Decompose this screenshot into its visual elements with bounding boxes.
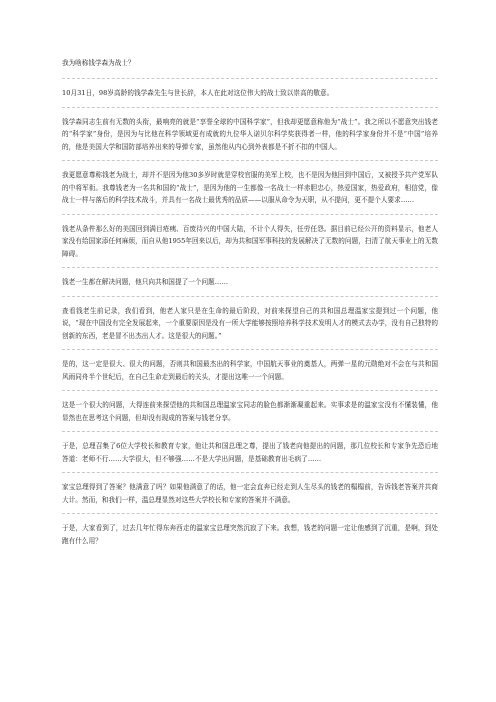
paragraph: 我更愿意尊称钱老为战士，却并不是因为他30多岁时就是穿校官服的美军上校，也不是因为他回到中国后，又被授予共产党军队的中将军衔。我尊钱老为一名共和国的“战士”，是因为他的一生都像一名战士一样赤胆忠心，热爱国家，热爱政府，相信党，像战士一样与落后的科学技术战斗，并具有一名战士最优秀的品质——以服从命令为天职，从不提问，更不提个人要求…… — [62, 171, 438, 204]
paragraph: 10月31日，98岁高龄的钱学森先生与世长辞，本人在此对这位伟大的战士致以崇高的敬意。 — [62, 89, 334, 97]
paragraph: 钱学森同志生前有无数的头衔，最响亮的就是“享誉全球的中国科学家”，但我却更愿意称他为“战士”。我之所以不愿意突出钱老的“科学家”身份，是因为与比他在科学领域更有成就的九位华人诺贝尔科学奖获得者一样，他的科学家身份并不是“中国”培养的，他是美国大学和国防部培养出来的导弹专家，虽然他从内心到外表都是不折不扣的中国人。 — [62, 117, 438, 151]
paragraph: 于是，总理召集了6位大学校长和教育专家，他让共和国总理之尊，提出了钱老向他提出的问题，那几位校长和专家争先恐后地答道：老师不行……大学很大，但不够强……不是大学出问题，是基础教育出毛病了…… — [62, 442, 438, 463]
document-title: 我为啥称钱学森为战士？ — [62, 59, 135, 67]
document-body — [62, 59, 438, 554]
paragraph: 钱老从条件那么好的美国回到满目疮痍、百废待兴的中国大陆，不计个人得失，任劳任怨。据目前已经公开的资料显示，他老人家没有给国家添任何麻烦，而自从他1955年回来以后，却为共和国军事科技的发展解决了无数的问题，扫清了航天事业上的无数障碍。 — [62, 224, 438, 258]
divider — [62, 267, 438, 268]
divider — [62, 349, 438, 350]
paragraph: 家宝总理得到了答案？他满意了吗？如果他满意了的话，他一定会直奔已经走到人生尽头的钱老的榻榻前，告诉钱老答案并共商大计。然而，和我们一样，温总理显然对这些大学校长和专家的答案并不满意。 — [62, 483, 438, 504]
divider — [62, 78, 438, 79]
divider — [62, 214, 438, 215]
paragraph: 是的，这一定是很大、很大的问题，否则共和国最杰出的科学家，中国航天事业的奠基人，两弹一星的元勋绝对不会在与共和国风雨同舟半个世纪后，在自己生命走到最后的关头，才提出这唯一一个问题。 — [62, 360, 438, 381]
paragraph: 于是，大家看到了，过去几年忙得东奔西走的温家宝总理突然沉寂了下来。我想，钱老的问题一定让他感到了沉重，是啊，到处跑有什么用？ — [62, 524, 438, 545]
divider — [62, 160, 438, 161]
divider — [62, 107, 438, 108]
divider — [62, 513, 438, 514]
paragraph: 查看钱老生前记录，我们看到，他老人家只是在生命的最后阶段，对前来探望自己的共和国总理温家宝提到过一个问题，他说，“现在中国没有完全发展起来，一个重要原因是没有一所大学能够按照培养科学技术发明人才的模式去办学，没有自己独特的创新的东西，老是冒不出杰出人才。这是很大的问题。” — [62, 306, 438, 340]
divider — [62, 296, 438, 297]
divider — [62, 390, 438, 391]
divider — [62, 472, 438, 473]
paragraph: 这是一个很大的问题，大得连前来探望他的共和国总理温家宝同志的脸色都渐渐凝重起来。实事求是的温家宝没有不懂装懂，他显然也在思考这个问题，但却没有现成的答案与钱老分享。 — [62, 401, 438, 422]
paragraph: 钱老一生都在解决问题，他只向共和国提了一个问题…… — [62, 278, 229, 286]
divider — [62, 431, 438, 432]
